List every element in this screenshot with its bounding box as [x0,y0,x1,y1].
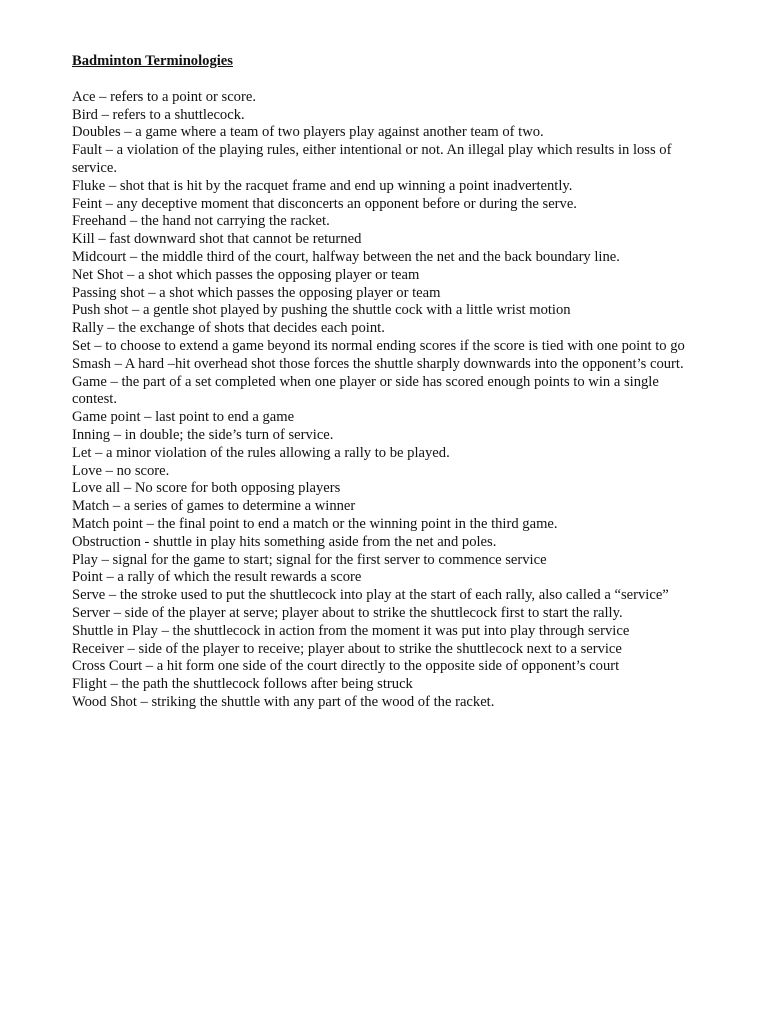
term-game-point: Game point – last point to end a game [72,409,295,426]
term-match-point: Match point – the final point to end a match or the winning point in the third game. [72,515,558,532]
term-feint: Feint – any deceptive moment that disconcerts an opponent before or during the serve. [72,195,577,212]
term-bird: Bird – refers to a shuttlecock. [72,106,245,123]
term-set: Set – to choose to extend a game beyond its normal ending scores if the score is tied with one point to go [72,337,685,354]
term-kill: Kill – fast downward shot that cannot be returned [72,231,362,248]
term-play: Play – signal for the game to start; signal for the first server to commence service [72,551,547,568]
term-fluke: Fluke – shot that is hit by the racquet frame and end up winning a point inadvertently. [72,177,573,194]
term-fault: Fault – a violation of the playing rules, either intentional or not. An illegal play which results in loss of service. [72,142,672,176]
term-smash: Smash – A hard –hit overhead shot those forces the shuttle sharply downwards into the opponent’s court. [72,355,684,372]
term-push-shot: Push shot – a gentle shot played by pushing the shuttle cock with a little wrist motion [72,302,571,319]
term-midcourt: Midcourt – the middle third of the court, halfway between the net and the back boundary line. [72,248,620,265]
term-let: Let – a minor violation of the rules allowing a rally to be played. [72,444,450,461]
term-love: Love – no score. [72,462,170,479]
terms-list [72,89,702,712]
term-freehand: Freehand – the hand not carrying the racket. [72,213,330,230]
term-inning: Inning – in double; the side’s turn of service. [72,426,334,443]
term-net-shot: Net Shot – a shot which passes the opposing player or team [72,266,420,283]
term-point: Point – a rally of which the result rewards a score [72,569,362,586]
term-game: Game – the part of a set completed when one player or side has scored enough points to win a single contest. [72,373,659,408]
document-page [72,53,702,712]
term-cross-court: Cross Court – a hit form one side of the court directly to the opposite side of opponent’s court [72,658,620,675]
term-doubles: Doubles – a game where a team of two players play against another team of two. [72,124,544,141]
term-serve: Serve – the stroke used to put the shuttlecock into play at the start of each rally, also called a “service” [72,587,669,604]
term-obstruction: Obstruction - shuttle in play hits something aside from the net and poles. [72,533,497,550]
term-match: Match – a series of games to determine a winner [72,498,356,515]
term-receiver: Receiver – side of the player to receive; player about to strike the shuttlecock next to a service [72,640,622,657]
term-ace: Ace – refers to a point or score. [72,88,256,105]
term-server: Server – side of the player at serve; player about to strike the shuttlecock first to start the rally. [72,604,623,621]
document-title: Badminton Terminologies [72,53,233,69]
term-flight: Flight – the path the shuttlecock follows after being struck [72,676,413,693]
term-shuttle-in-play: Shuttle in Play – the shuttlecock in action from the moment it was put into play through service [72,622,630,639]
term-passing-shot: Passing shot – a shot which passes the opposing player or team [72,284,441,301]
term-wood-shot: Wood Shot – striking the shuttle with any part of the wood of the racket. [72,693,495,710]
term-love-all: Love all – No score for both opposing players [72,480,341,497]
term-rally: Rally – the exchange of shots that decides each point. [72,320,385,337]
